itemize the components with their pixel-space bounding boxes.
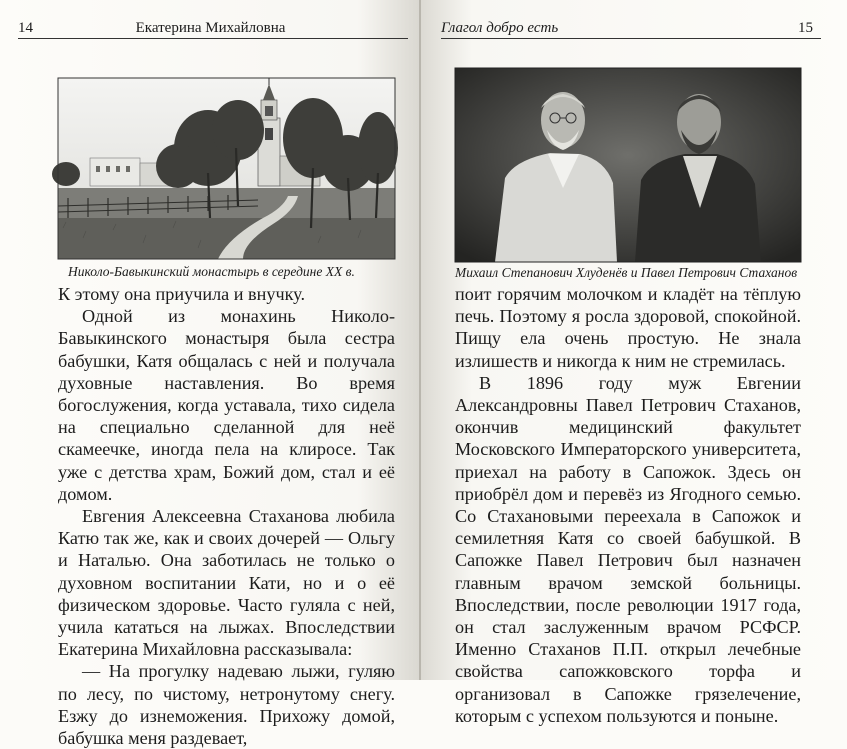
left-page [0,0,421,749]
left-body-text [58,283,395,749]
left-paragraph-4: — На прогулку надеваю лыжи, гуляю по лесу, по чистому, нетронутому снегу. Езжу до изнеможения. Прихожу домой, бабушка меня раздевает, [58,661,395,749]
left-running-head: Екатерина Михайловна [135,20,286,36]
left-page-number: 14 [18,20,33,36]
left-paragraph-3: Евгения Алексеевна Стаханова любила Катю так же, как и своих дочерей — Ольгу и Наталью. Она заботилась не только о духовном воспитании Кати, но и о её физическом здоровье. Часто гуляла с ней, учила кататься на лыжах. Впоследствии Екатерина Михайловна рассказывала: [58,506,395,660]
right-running-head: Глагол добро есть [441,20,559,36]
portrait-photo [455,68,801,262]
left-photo-caption: Николо-Бавыкинский монастырь в середине XX в. [68,264,355,279]
right-paragraph-1: поит горячим молочком и кладёт на тёплую печь. Поэтому я росла здоровой, спокойной. Пищу ела очень простую. Не знала излишеств и никогда к ним не стремилась. [455,284,801,371]
monastery-photo-image [58,78,395,259]
right-page [421,0,847,726]
portrait-photo-image [455,68,801,262]
right-paragraph-2: В 1896 году муж Евгении Александровны Павел Петрович Стаханов, окончив медицинский факультет Московского Императорского университета, приехал на работу в Сапожок. Здесь он приобрёл дом и перевёз из Ягодного семью. Со Стахановыми переехала в Сапожок и семилетняя Катя со своей бабушкой. В Сапожке Павел Петрович был назначен главным врачом земской больницы. Впоследствии, после революции 1917 года, он стал заслуженным врачом РСФСР. Именно Стаханов П.П. открыл лечебные свойства сапожковского торфа и организовал в Сапожке грязелечение, которым с успехом пользуются и поныне. [455,372,801,726]
monastery-photo [58,78,395,259]
right-photo-caption: Михаил Степанович Хлуденёв и Павел Петрович Стаханов [455,265,798,280]
left-paragraph-1: К этому она приучила и внучку. [58,284,306,304]
left-paragraph-2: Одной из монахинь Николо-Бавыкинского монастыря была сестра бабушки, Катя общалась с ней и получала духовные наставления. Во время богослужения, когда уставала, тихо сидела на специально сделанной для неё скамеечке, иногда пела на клиросе. Так уже с детства храм, Божий дом, стал и её домом. [58,306,395,504]
right-header-rule [441,38,821,39]
right-page-number: 15 [798,20,813,36]
right-body-text [455,283,801,727]
left-header-rule [18,38,408,39]
